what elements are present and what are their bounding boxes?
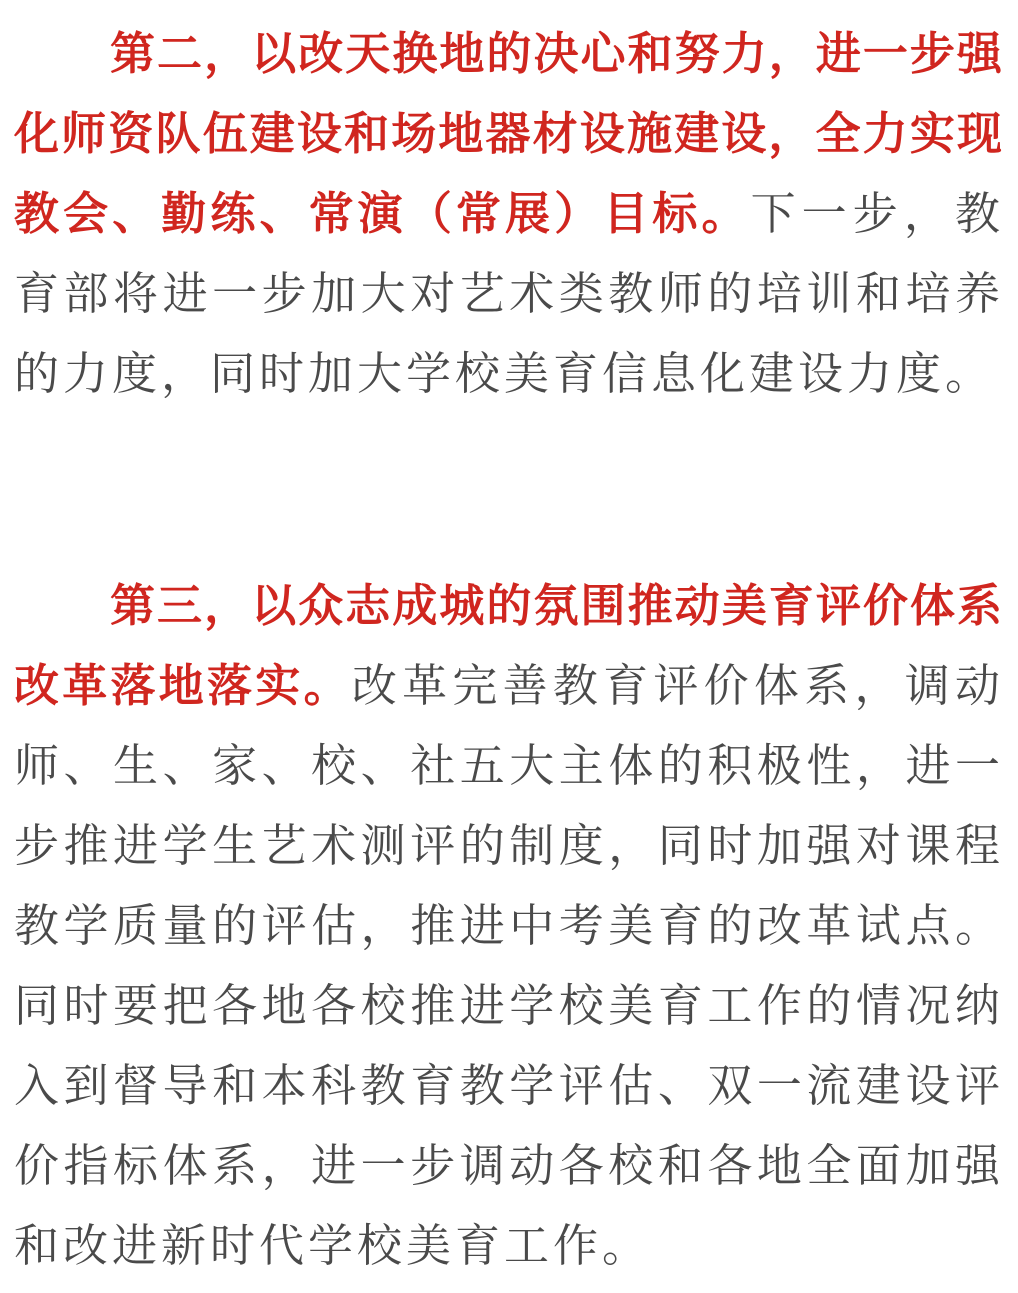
paragraph-body-text: 下一步，教育部将进一步加大对艺术类教师的培训和培养的力度，同时加大学校美育信息化建设力度。: [14, 187, 1004, 400]
paragraph-second-point: [14, 14, 1004, 414]
paragraph-body-text: 改革完善教育评价体系，调动师、生、家、校、社五大主体的积极性，进一步推进学生艺术测评的制度，同时加强对课程教学质量的评估，推进中考美育的改革试点。同时要把各地各校推进学校美育工作的情况纳入到督导和本科教育教学评估、双一流建设评价指标体系，进一步调动各校和各地全面加强和改进新时代学校美育工作。: [14, 659, 1004, 1272]
paragraph-lead-highlight: 第二，以改天换地的决心和努力，进一步强化师资队伍建设和场地器材设施建设，全力实现教会、勤练、常演（常展）目标。: [14, 27, 1004, 240]
paragraph-lead-highlight: 第三，以众志成城的氛围推动美育评价体系改革落地落实。: [14, 579, 1004, 712]
paragraph-third-point: [14, 566, 1004, 1286]
